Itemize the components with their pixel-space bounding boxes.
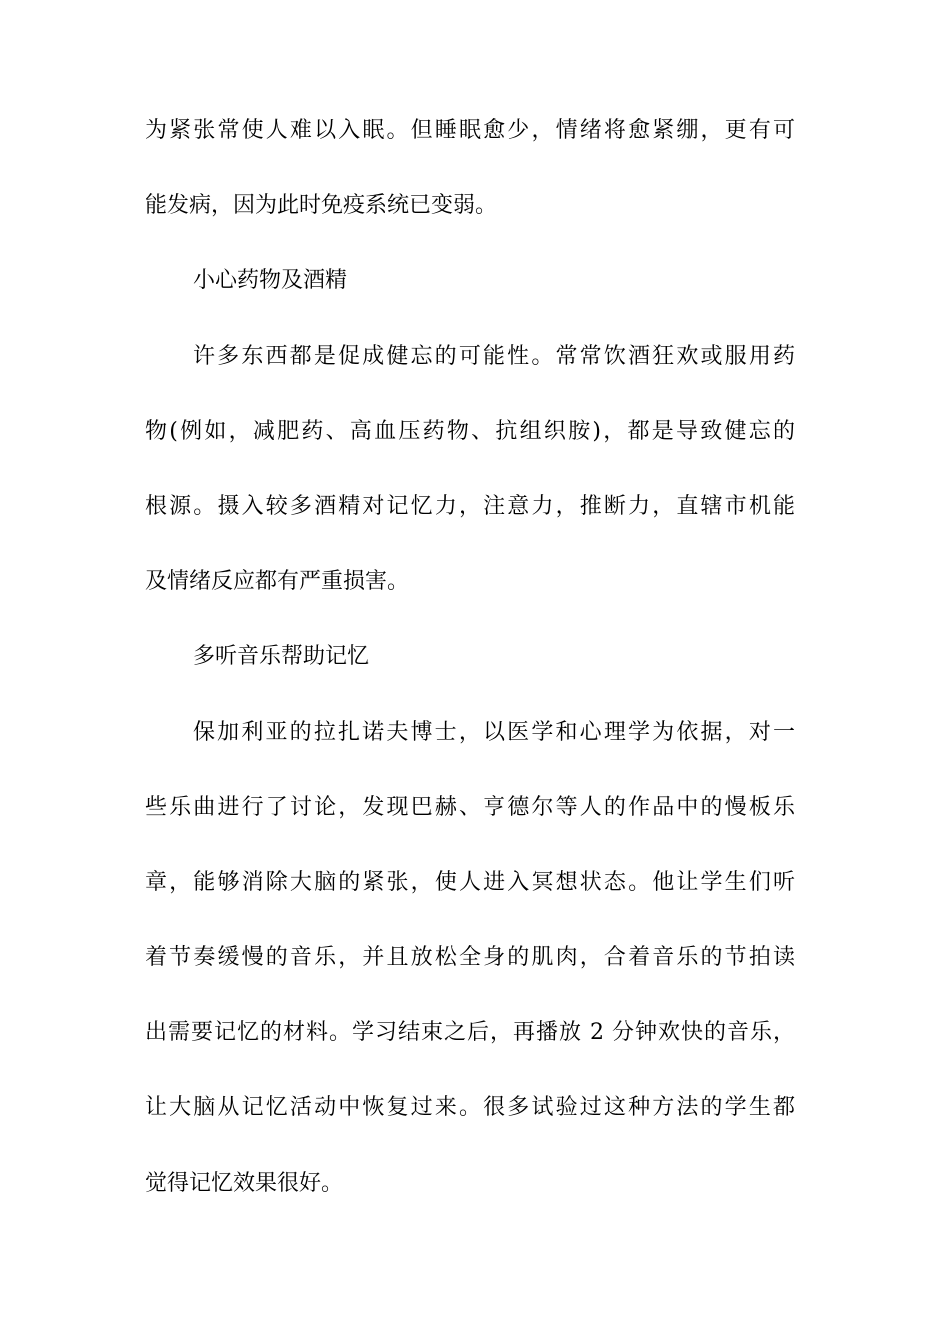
paragraph-line: 能发病，因为此时免疫系统已变弱。 (145, 193, 498, 218)
paragraph-line: 及情绪反应都有严重损害。 (145, 569, 410, 594)
paragraph-line: 觉得记忆效果很好。 (145, 1171, 344, 1196)
paragraph-line: 让大脑从记忆活动中恢复过来。很多试验过这种方法的学生都 (145, 1095, 795, 1120)
paragraph-line: 些乐曲进行了讨论，发现巴赫、亨德尔等人的作品中的慢板乐 (145, 795, 795, 820)
paragraph-line: 保加利亚的拉扎诺夫博士，以医学和心理学为依据，对一 (193, 720, 795, 745)
paragraph-line: 出需要记忆的材料。学习结束之后，再播放 2 分钟欢快的音乐， (145, 1020, 795, 1045)
paragraph-line: 物(例如，减肥药、高血压药物、抗组织胺)，都是导致健忘的 (145, 419, 795, 444)
paragraph-line: 章，能够消除大脑的紧张，使人进入冥想状态。他让学生们听 (145, 870, 795, 895)
section-heading: 小心药物及酒精 (193, 268, 348, 293)
paragraph-line: 着节奏缓慢的音乐，并且放松全身的肌肉，合着音乐的节拍读 (145, 945, 795, 970)
paragraph-line: 许多东西都是促成健忘的可能性。常常饮酒狂欢或服用药 (193, 344, 795, 369)
paragraph-line: 根源。摄入较多酒精对记忆力，注意力，推断力，直辖市机能 (145, 494, 795, 519)
paragraph-line: 为紧张常使人难以入眠。但睡眠愈少，情绪将愈紧绷，更有可 (145, 118, 795, 143)
section-heading: 多听音乐帮助记忆 (193, 644, 370, 669)
